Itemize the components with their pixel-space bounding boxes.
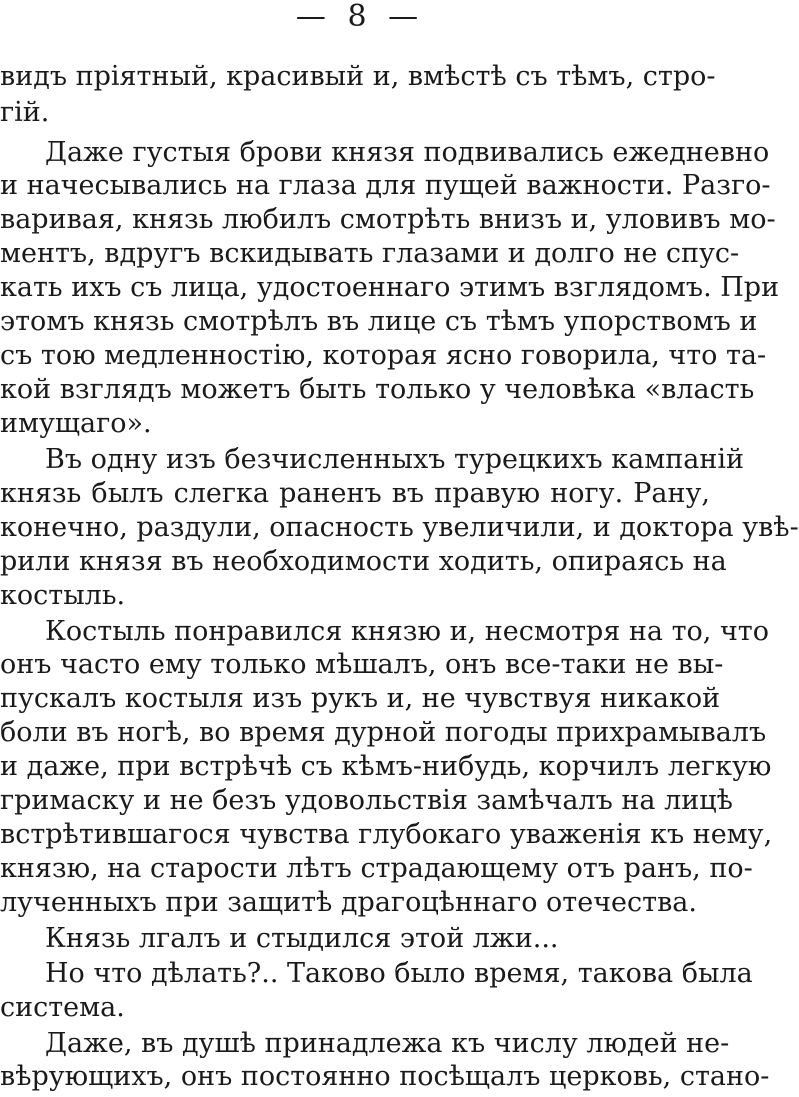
paragraph-start-line: Даже, въ душѣ принадлежа къ числу людей не- <box>45 1028 730 1059</box>
paragraph-start-line: Князь лгалъ и стыдился этой лжи... <box>45 923 559 954</box>
text-line: и начесывались на глаза для пущей важности. Разго- <box>0 170 771 201</box>
text-line: рили князя въ необходимости ходить, опираясь на <box>0 546 727 577</box>
paragraph-start-line: Костыль понравился князю и, несмотря на то, что <box>45 616 769 647</box>
text-line: костыль. <box>0 580 126 611</box>
text-line: вѣрующихъ, онъ постоянно посѣщалъ церковь, стано- <box>0 1061 770 1092</box>
text-line: гримаску и не безъ удовольствія замѣчалъ на лицѣ <box>0 785 733 816</box>
text-line: князь былъ слегка раненъ въ правую ногу. Рану, <box>0 478 710 509</box>
paragraph-start-line: Даже густыя брови князя подвивались ежедневно <box>45 137 770 168</box>
page-number: — 8 — <box>295 0 425 34</box>
text-line: имущаго». <box>0 408 152 439</box>
text-line: кать ихъ съ лица, удостоеннаго этимъ взглядомъ. При <box>0 272 780 303</box>
text-line: онъ часто ему только мѣшалъ, онъ все-таки не вы- <box>0 649 724 680</box>
text-line: князю, на старости лѣтъ страдающему отъ ранъ, по- <box>0 853 753 884</box>
paragraph-start-line: Въ одну изъ безчисленныхъ турецкихъ кампаній <box>45 444 744 475</box>
text-line: система. <box>0 992 125 1023</box>
text-line: конечно, раздули, опасность увеличили, и доктора увѣ- <box>0 512 799 543</box>
text-line: варивая, князь любилъ смотрѣть внизъ и, уловивъ мо- <box>0 204 776 235</box>
text-line: боли въ ногѣ, во время дурной погоды прихрамывалъ <box>0 717 767 748</box>
text-line: видъ пріятный, красивый и, вмѣстѣ съ тѣмъ, стро- <box>0 61 716 92</box>
text-line: лученныхъ при защитѣ драгоцѣннаго отечества. <box>0 887 697 918</box>
text-line: встрѣтившагося чувства глубокаго уваженія къ нему, <box>0 819 773 850</box>
text-line: и даже, при встрѣчѣ съ кѣмъ-нибудь, корчилъ легкую <box>0 751 772 782</box>
text-line: этомъ князь смотрѣлъ въ лице съ тѣмъ упорствомъ и <box>0 306 758 337</box>
text-line: съ тою медленностію, которая ясно говорила, что та- <box>0 340 767 371</box>
text-line: пускалъ костыля изъ рукъ и, не чувствуя никакой <box>0 683 721 714</box>
paragraph-start-line: Но что дѣлать?.. Таково было время, такова была <box>45 958 753 989</box>
text-line: кой взглядъ можетъ быть только у человѣка «власть <box>0 374 755 405</box>
text-line: ментъ, вдругъ вскидывать глазами и долго не спус- <box>0 238 740 269</box>
text-line: гій. <box>0 97 50 128</box>
